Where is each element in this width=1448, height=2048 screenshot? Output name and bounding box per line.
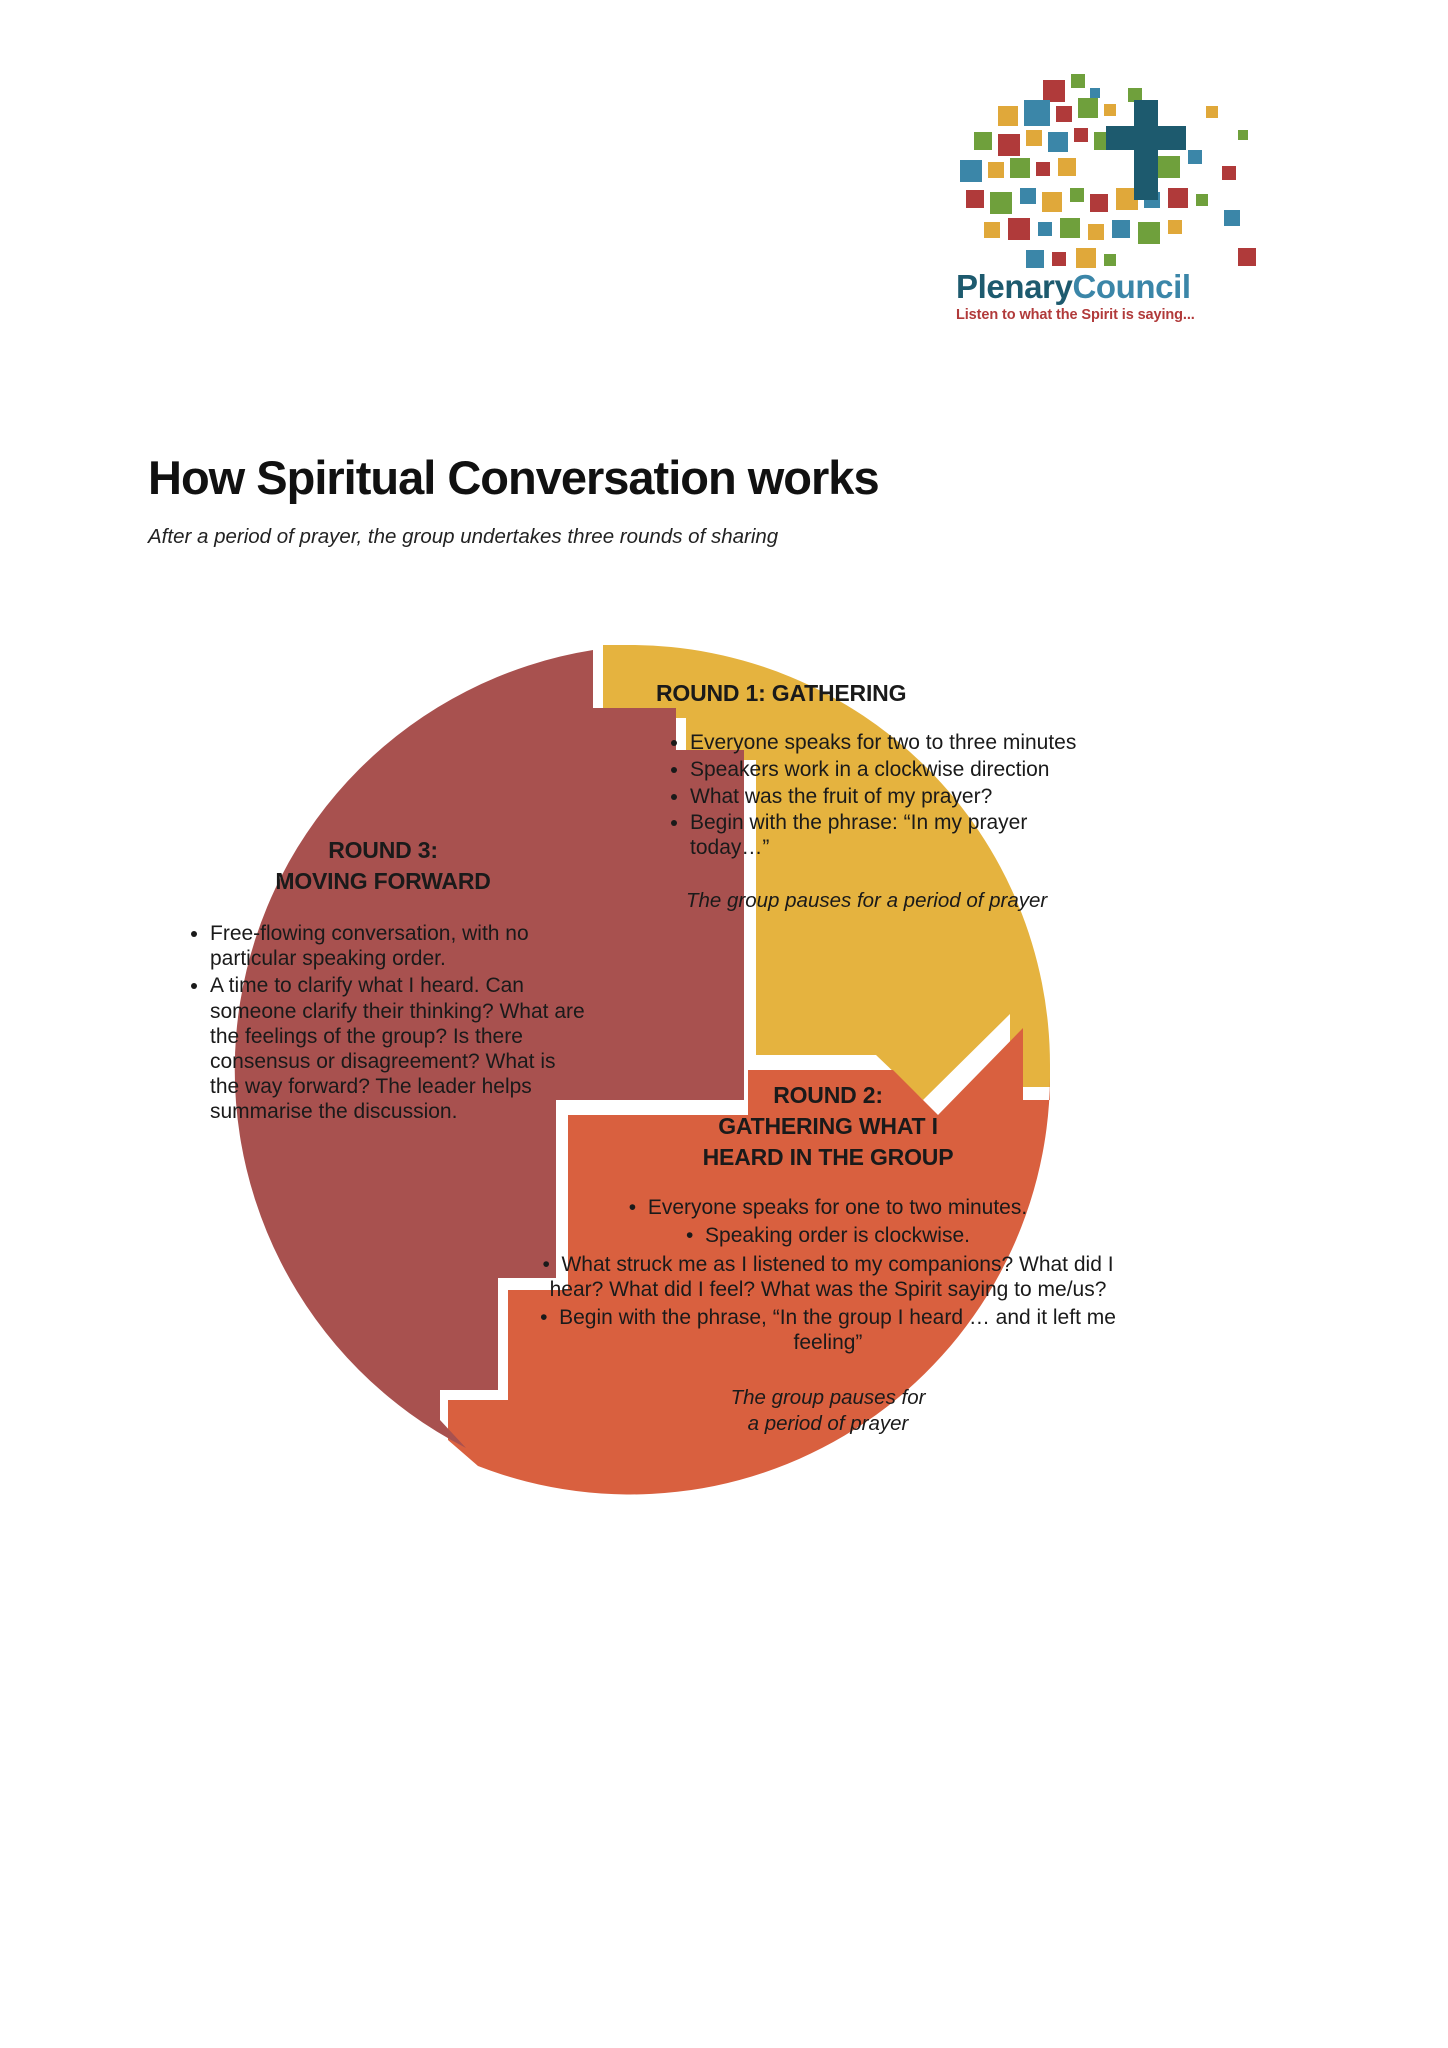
- segment-round2-content: [528, 1080, 1128, 1437]
- round2-title-line3: HEARD IN THE GROUP: [702, 1144, 954, 1171]
- round3-bullets: [178, 921, 588, 1125]
- round3-title: [178, 835, 588, 897]
- round2-note-line1: The group pauses for: [730, 1386, 926, 1410]
- round1-note: The group pauses for a period of prayer: [686, 888, 1048, 912]
- segment-round1-content: [656, 680, 1101, 913]
- logo-wordmark: [956, 270, 1276, 323]
- round2-note-line2: a period of prayer: [747, 1411, 909, 1435]
- round1-bullets: [656, 731, 1101, 861]
- list-item: • Speakers work in a clockwise direction: [690, 758, 1101, 783]
- logo-name-council: Council: [1072, 268, 1191, 305]
- list-item: • What was the fruit of my prayer?: [690, 785, 1101, 810]
- mosaic-map-icon: [938, 70, 1308, 285]
- round2-title-line1: ROUND 2:: [773, 1082, 883, 1108]
- logo-tagline: Listen to what the Spirit is saying...: [956, 307, 1195, 323]
- round2-note: [528, 1385, 1128, 1436]
- plenary-council-logo: [938, 70, 1308, 360]
- list-item: • Begin with the phrase: “In my prayer today…”: [690, 811, 1101, 861]
- list-item: • Everyone speaks for two to three minutes: [690, 731, 1101, 756]
- spiritual-conversation-cycle-diagram: [148, 600, 1278, 1700]
- list-item: • Everyone speaks for one to two minutes.: [528, 1195, 1128, 1220]
- logo-name: [956, 270, 1276, 303]
- round2-bullets: [528, 1195, 1128, 1355]
- list-item: • A time to clarify what I heard. Can someone clarify their thinking? What are the feelings of the group? Is there consensus or disagreement? What is the way forward? The leader helps summarise the discussion.: [210, 973, 588, 1124]
- round2-title: [528, 1080, 1128, 1173]
- list-item: • Begin with the phrase, “In the group I heard … and it left me feeling”: [528, 1305, 1128, 1355]
- logo-name-plenary: Plenary: [956, 268, 1073, 305]
- segment-round3-content: [178, 835, 588, 1127]
- list-item: • Speaking order is clockwise.: [528, 1223, 1128, 1248]
- page-title: How Spiritual Conversation works: [148, 451, 879, 504]
- round2-title-line2: GATHERING WHAT I: [718, 1113, 938, 1140]
- round1-title: ROUND 1: GATHERING: [656, 680, 907, 706]
- round3-title-line1: ROUND 3:: [328, 837, 438, 863]
- list-item: • What struck me as I listened to my companions? What did I hear? What did I feel? What was the Spirit saying to me/us?: [528, 1252, 1128, 1302]
- page-subtitle: After a period of prayer, the group undertakes three rounds of sharing: [148, 525, 779, 548]
- round3-title-line2: MOVING FORWARD: [275, 868, 491, 895]
- list-item: • Free-flowing conversation, with no particular speaking order.: [210, 921, 588, 971]
